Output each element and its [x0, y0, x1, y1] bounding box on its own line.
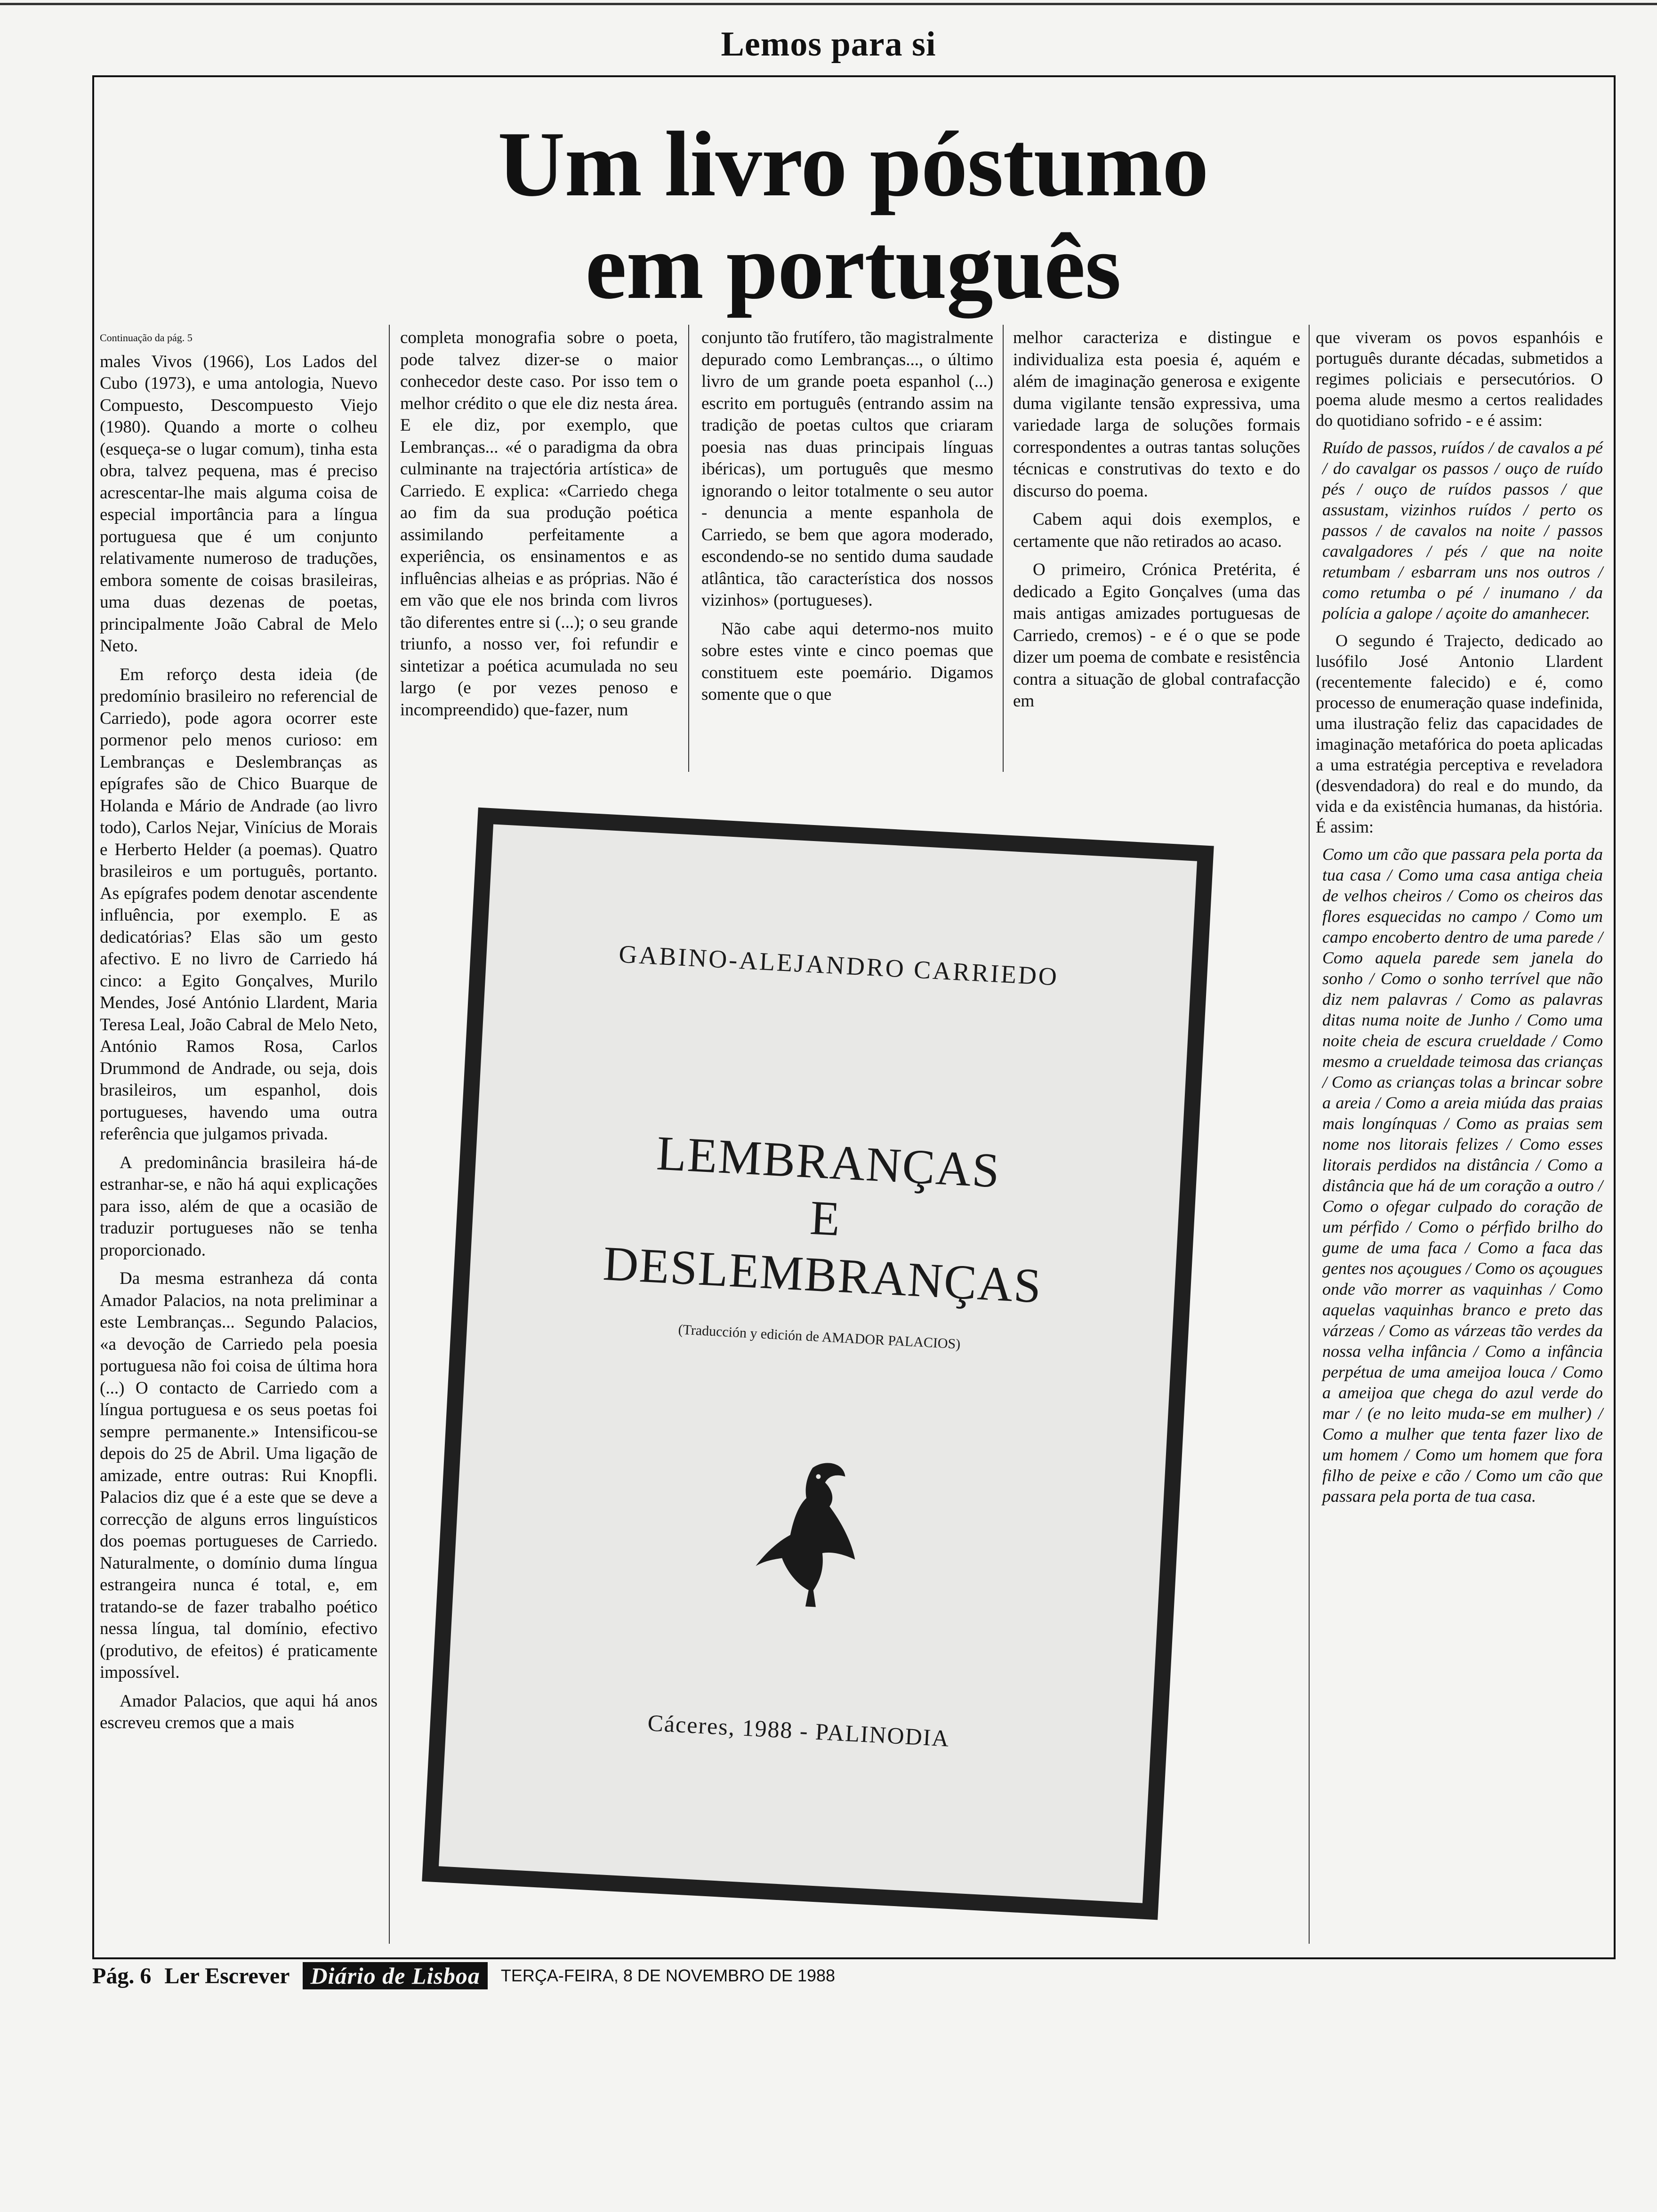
- paragraph: Cabem aqui dois exemplos, e certamente que não retirados ao acaso.: [1013, 510, 1300, 551]
- column-rule: [1309, 325, 1310, 1944]
- column-rule: [389, 325, 390, 1944]
- paragraph: Amador Palacios, que aqui há anos escreveu cremos que a mais: [100, 1691, 378, 1732]
- paragraph: que viveram os povos espanhóis e português durante décadas, submetidos a regimes policiais e persecutórios. O poema alude mesmo a certos realidades do quotidiano sofrido - e é assim:: [1316, 328, 1603, 430]
- bird-figure-icon: [734, 1445, 884, 1622]
- column-rule: [1003, 325, 1004, 772]
- book-title-line-1: LEMBRANÇAS: [655, 1126, 1002, 1198]
- paragraph: A predominância brasileira há-de estranhar-se, e não há aqui explicações para isso, além de que a ocasião de traduzir portugueses não se tenha proporcionado.: [100, 1153, 378, 1260]
- page-footer: [92, 1962, 1612, 1990]
- article-column-5: [1316, 327, 1603, 1513]
- paragraph: Em reforço desta ideia (de predomínio brasileiro no referencial de Carriedo), pode agora ocorrer este pormenor pelo menos curioso: em Lembranças e Deslembranças as epígrafes são de Chico Buarque de Holanda e Mário de Andrade (ao livro todo), Carlos Nejar, Vinícius de Morais e Herberto Helder (a poemas). Quatro brasileiros e um português, portanto. As epígrafes podem denotar ascendente influência, por exemplo. E as dedicatórias? Elas são um gesto afectivo. E no livro de Carriedo há cinco: a Egito Gonçalves, Murilo Mendes, José António Llardent, Maria Teresa Leal, João Cabral de Melo Neto, António Ramos Rosa, Carlos Drummond de Andrade, ou seja, dois brasileiros, um espanhol, dois portugueses, havendo uma outra referência que julgamos privada.: [100, 665, 378, 1144]
- book-author: GABINO-ALEJANDRO CARRIEDO: [618, 939, 1060, 991]
- paragraph: completa monografia sobre o poeta, pode talvez dizer-se o maior conhecedor deste caso. Por isso tem o melhor crédito o que ele diz nesta área. E ele diz, por exemplo, que Lembranças... «é o paradigma da obra culminante na trajectória artística» de Carriedo. E explica: «Carriedo chega ao fim da sua produção poética assimilando perfeitamente a experiência, os ensinamentos e as influências alheias e as próprias. Não é em vão que ele nos brinda com livros tão diferentes entre si (...); o seu grande triunfo, a nosso ver, foi refundir e sintetizar a poética acumulada no seu largo (e por vezes penoso e incompreendido) que-fazer, num: [400, 328, 678, 720]
- article-column-4: [1013, 327, 1300, 719]
- book-cover-photo: [422, 808, 1214, 1920]
- headline: [92, 113, 1614, 318]
- book-title-line-3: DESLEMBRANÇAS: [602, 1236, 1044, 1314]
- headline-line-2: em português: [585, 215, 1121, 318]
- paragraph: conjunto tão frutífero, tão magistralmente depurado como Lembranças..., o último livro de um grande poeta espanhol (...) escrito em português (entrando assim na tradição de poetas cultos que criaram poesia nas duas principais línguas ibéricas), um português que mesmo ignorando o leitor totalmente o seu autor - denuncia a mente espanhola de Carriedo, se bem que agora moderado, escondendo-se no sentido duma saudade atlântica, tão característica dos nossos vizinhos» (portugueses).: [701, 328, 993, 610]
- supplement-name: Ler Escrever: [164, 1963, 290, 1988]
- paragraph: Não cabe aqui determo-nos muito sobre estes vinte e cinco poemas que constituem este poemário. Digamos somente que o que: [701, 619, 993, 704]
- article-column-2: [400, 327, 678, 728]
- book-title-line-2: E: [808, 1190, 843, 1247]
- paragraph: O segundo é Trajecto, dedicado ao lusófilo José Antonio Llardent (recentemente falecido) e é, como processo de enumeração quase indefinida, uma ilustração feliz das capacidades de imaginação metafórica do poeta aplicadas a uma estratégia perceptiva e reveladora (desvendadora) do real e do mundo, da vida e da existência humanas, da história. É assim:: [1316, 631, 1603, 836]
- paragraph: O primeiro, Crónica Pretérita, é dedicado a Egito Gonçalves (uma das mais antigas amizades portuguesas de Carriedo, cremos) - e é o que se pode dizer um poema de combate e resistência contra a situação de global contrafacção em: [1013, 560, 1300, 711]
- poem-excerpt-1: Ruído de passos, ruídos / de cavalos a pé / do cavalgar os passos / ouço de ruído pés / ouço de ruídos passos / que assustam, vizinhos ruídos / perto os passos / de cavalos na noite / passos cavalgadores / pés / que na noite retumbam / esbarram uns nos outros / como retumba o pé / inumano / da polícia a galope / açoite do amanhecer.: [1322, 438, 1603, 623]
- book-subtitle: (Traducción y edición de AMADOR PALACIOS): [677, 1322, 961, 1352]
- paragraph: melhor caracteriza e distingue e individualiza esta poesia é, aquém e além de imaginação generosa e exigente duma vigilante tensão expressiva, uma variedade larga de soluções formais correspondentes a outras tantas soluções técnicas e construtivas do texto e do discurso do poema.: [1013, 328, 1300, 501]
- book-title: [469, 1115, 1182, 1322]
- article-column-3: [701, 327, 993, 713]
- top-border-line: [0, 3, 1657, 5]
- headline-line-1: Um livro póstumo: [498, 112, 1208, 216]
- page-number: Pág. 6: [92, 1963, 152, 1988]
- poem-excerpt-2: Como um cão que passara pela porta da tua casa / Como uma casa antiga cheia de velhos cheiros / Como os cheiros das flores esquecidas no campo / Como um campo encoberto dentro de uma parede / Como aquela parede sem janela do sonho / Como o sonho terrível que não diz nem palavras / Como as palavras ditas numa noite de Junho / Como uma noite cheia de escura crueldade / Como mesmo a crueldade teimosa das crianças / Como as crianças tolas a brincar sobre a areia / Como a areia miúda das praias mais longínquas / Como as praias sem nome nos litorais felizes / Como esses litorais perdidos na distância / Como a distância que há de um coração a outro / Como o ofegar culpado do coração de um pérfido / Como o pérfido brilho do gume de uma faca / Como a faca das gentes nos açougues / Como os açougues onde vão morrer as vaquinhas / Como aquelas vaquinhas branco e preto das várzeas / Como as várzeas tão verdes da nossa velha infância / Como a infância perpétua de uma ameijoa louca / Como a ameijoa que chega do azul verde do mar / (e no leito muda-se em mulher) / Como a mulher que tenta fazer lixo de um homem / Como um homem que fora filho de peixe e cão / Como um cão que passara pela porta de tua casa.: [1322, 845, 1603, 1506]
- column-rule: [688, 325, 689, 772]
- section-title: Lemos para si: [721, 25, 936, 64]
- book-imprint: Cáceres, 1988 - PALINODIA: [647, 1709, 950, 1752]
- paragraph: males Vivos (1966), Los Lados del Cubo (1973), e uma antologia, Nuevo Compuesto, Descompuesto Viejo (1980). Quando a morte o colheu (esqueça-se o lugar comum), tinha esta obra, talvez pequena, mas é preciso acrescentar-lhe mais alguma coisa de especial importância para a língua portuguesa que é um conjunto relativamente numeroso de traduções, embora somente de coisas brasileiras, uma duas dezenas de poetas, principalmente João Cabral de Melo Neto.: [100, 352, 378, 656]
- issue-date: TERÇA-FEIRA, 8 DE NOVEMBRO DE 1988: [500, 1966, 836, 1985]
- newspaper-logo: Diário de Lisboa: [303, 1962, 487, 1989]
- book-cover-page: [439, 824, 1197, 1903]
- article-column-1: [100, 327, 378, 1741]
- continuation-label: Continuação da pág. 5: [100, 332, 193, 344]
- paragraph: Da mesma estranheza dá conta Amador Palacios, na nota preliminar a este Lembranças... Segundo Palacios, «a devoção de Carriedo pela poesia portuguesa não foi coisa de última hora (...) O contacto de Carriedo com a língua portuguesa e os seus poetas foi sempre permanente.» Intensificou-se depois do 25 de Abril. Uma ligação de amizade, entre outras: Rui Knopfli. Palacios diz que é a este que se deve a correcção de alguns erros linguísticos dos poemas portugueses de Carriedo. Naturalmente, o domínio duma língua estrangeira nunca é total, e, em tratando-se de fazer trabalho poético nessa língua, tal domínio, efectivo (produtivo, de efeitos) é praticamente impossível.: [100, 1269, 378, 1682]
